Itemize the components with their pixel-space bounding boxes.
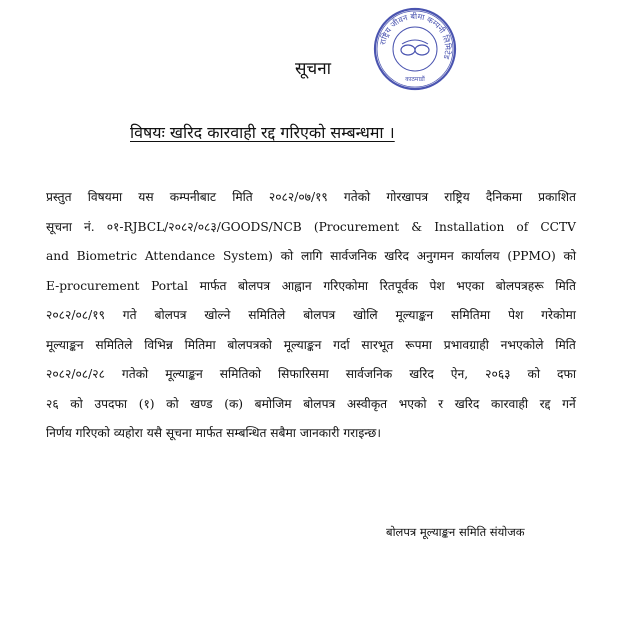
body-line: निर्णय गरिएको व्यहोरा यसै सूचना मार्फत सम्बन्धित सबैमा जानकारी गराइन्छ। <box>46 426 381 440</box>
body-line: E-procurement Portal मार्फत बोलपत्र आह्वान गरिएकोमा रितपूर्वक पेश भएका बोलपत्रहरू मिति <box>46 278 576 293</box>
body-line: and Biometric Attendance System) को लागि सार्वजनिक खरिद अनुगमन कार्यालय (PPMO) को <box>46 249 576 263</box>
body-line: २०८२/०८/२८ गतेको मूल्याङ्कन समितिको सिफारिसमा सार्वजनिक खरिद ऐन, २०६३ को दफा <box>46 367 576 381</box>
body-line: २६ को उपदफा (१) को खण्ड (क) बमोजिम बोलपत्र अस्वीकृत भएको र खरिद कारवाही रद्द गर्ने <box>46 396 576 411</box>
signatory-title: बोलपत्र मूल्याङ्कन समिति संयोजक <box>386 525 525 539</box>
seal-text: राष्ट्रिय जीवन बीमा कम्पनी लिमिटेड <box>378 11 453 61</box>
body-line: प्रस्तुत विषयमा यस कम्पनीबाट मिति २०८२/०७/१९ गतेको गोरखापत्र राष्ट्रिय दैनिकमा प्रकाशित <box>46 190 576 204</box>
body-line: मूल्याङ्कन समितिले विभिन्न मितिमा बोलपत्रको मूल्याङ्कन गर्दा सारभूत रूपमा प्रभावग्राही नभएकोले मिति <box>46 337 576 352</box>
body-line: २०८२/०८/१९ गते बोलपत्र खोल्ने समितिले बोलपत्र खोलि मूल्याङ्कन समितिमा पेश गरेकोमा <box>46 308 576 322</box>
svg-text:काठमाडौं: काठमाडौं <box>405 76 425 83</box>
subject-heading: विषयः खरिद कारवाही रद्द गरिएको सम्बन्धमा । <box>130 123 395 142</box>
body-line: सूचना नं. ०१-RJBCL/२०८२/०८३/GOODS/NCB (Procurement & Installation of CCTV <box>46 219 576 234</box>
page-title: सूचना <box>294 59 332 79</box>
notice-body <box>46 183 576 449</box>
